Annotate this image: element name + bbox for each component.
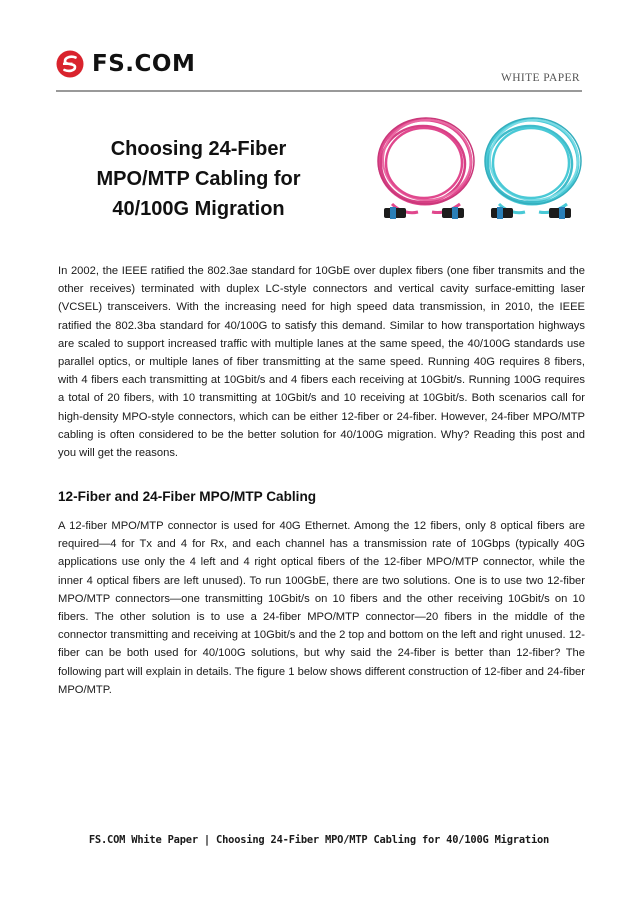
logo-text: FS.COM (92, 51, 196, 77)
page-title: Choosing 24-Fiber MPO/MTP Cabling for 40/100G Migration (96, 138, 301, 220)
fs-logo-icon (56, 50, 84, 78)
magenta-cable-connectors (384, 207, 464, 219)
magenta-cable-coil (378, 118, 474, 213)
fs-logo (56, 50, 195, 78)
page-footer: FS.COM White Paper | Choosing 24-Fiber MPO/MTP Cabling for 40/100G Migration (88, 834, 550, 846)
header-divider (56, 90, 582, 92)
fiber-cable-photo (370, 112, 586, 232)
aqua-cable-connectors (491, 207, 571, 219)
document-type-label: WHITE PAPER (500, 72, 580, 84)
intro-paragraph: In 2002, the IEEE ratified the 802.3ae standard for 10GbE over duplex fibers (one fiber transmits and the other receives) terminated with duplex LC-style connectors and vertical cavity surface-emitting laser (VCSEL) transceivers. With the increasing need for high speed data transmission, in 2010, the IEEE ratified the 802.3ba standard for 40/100G to satisfy this demand. Similar to how transportation highways are scaled to support increased traffic with multiple lanes at the same speed, the 40/100G standards use parallel optics, or multiple lanes of fiber transmitting at the same speed. Running 40G requires 8 fibers, with 4 fibers each transmitting at 10Gbit/s and 4 fibers each receiving at 10Gbit/s. Running 100G requires a total of 20 fibers, with 10 transmitting at 10Gbit/s and 10 receiving at 10Gbit/s. Both scenarios call for high-density MPO-style connectors, which can be either 12-fiber or 24-fiber. However, 24-fiber MPO/MTP cabling is often considered to be the better solution for 40/100G migration. Why? Reading this post and you will get the reasons. (58, 265, 585, 460)
section-heading: 12-Fiber and 24-Fiber MPO/MTP Cabling (58, 489, 317, 504)
aqua-cable-coil (485, 118, 581, 213)
section-paragraph: A 12-fiber MPO/MTP connector is used for 40G Ethernet. Among the 12 fibers, only 8 optical fibers are required—4 for Tx and 4 for Rx, and each channel has a transmission rate of 10Gbps (typically 40G applications use only the 4 left and 4 right optical fibers of the 12-fiber MPO/MTP connector, while the inner 4 optical fibers are left unused). To run 100GbE, there are two solutions. One is to use two 12-fiber MPO/MTP connectors—one transmitting 10Gbit/s on 10 fibers and the other receiving 10Gbit/s on 10 fibers. The other solution is to use a 24-fiber MPO/MTP connector—20 fibers in the middle of the connector transmitting and receiving at 10Gbit/s and the 2 top and bottom on the left and right unused. 12-fiber can be both used for 40/100G solutions, but why said the 24-fiber is better than 12-fiber? The following part will explain in details. The figure 1 below shows different construction of 12-fiber and 24-fiber MPO/MTP. (58, 520, 585, 696)
